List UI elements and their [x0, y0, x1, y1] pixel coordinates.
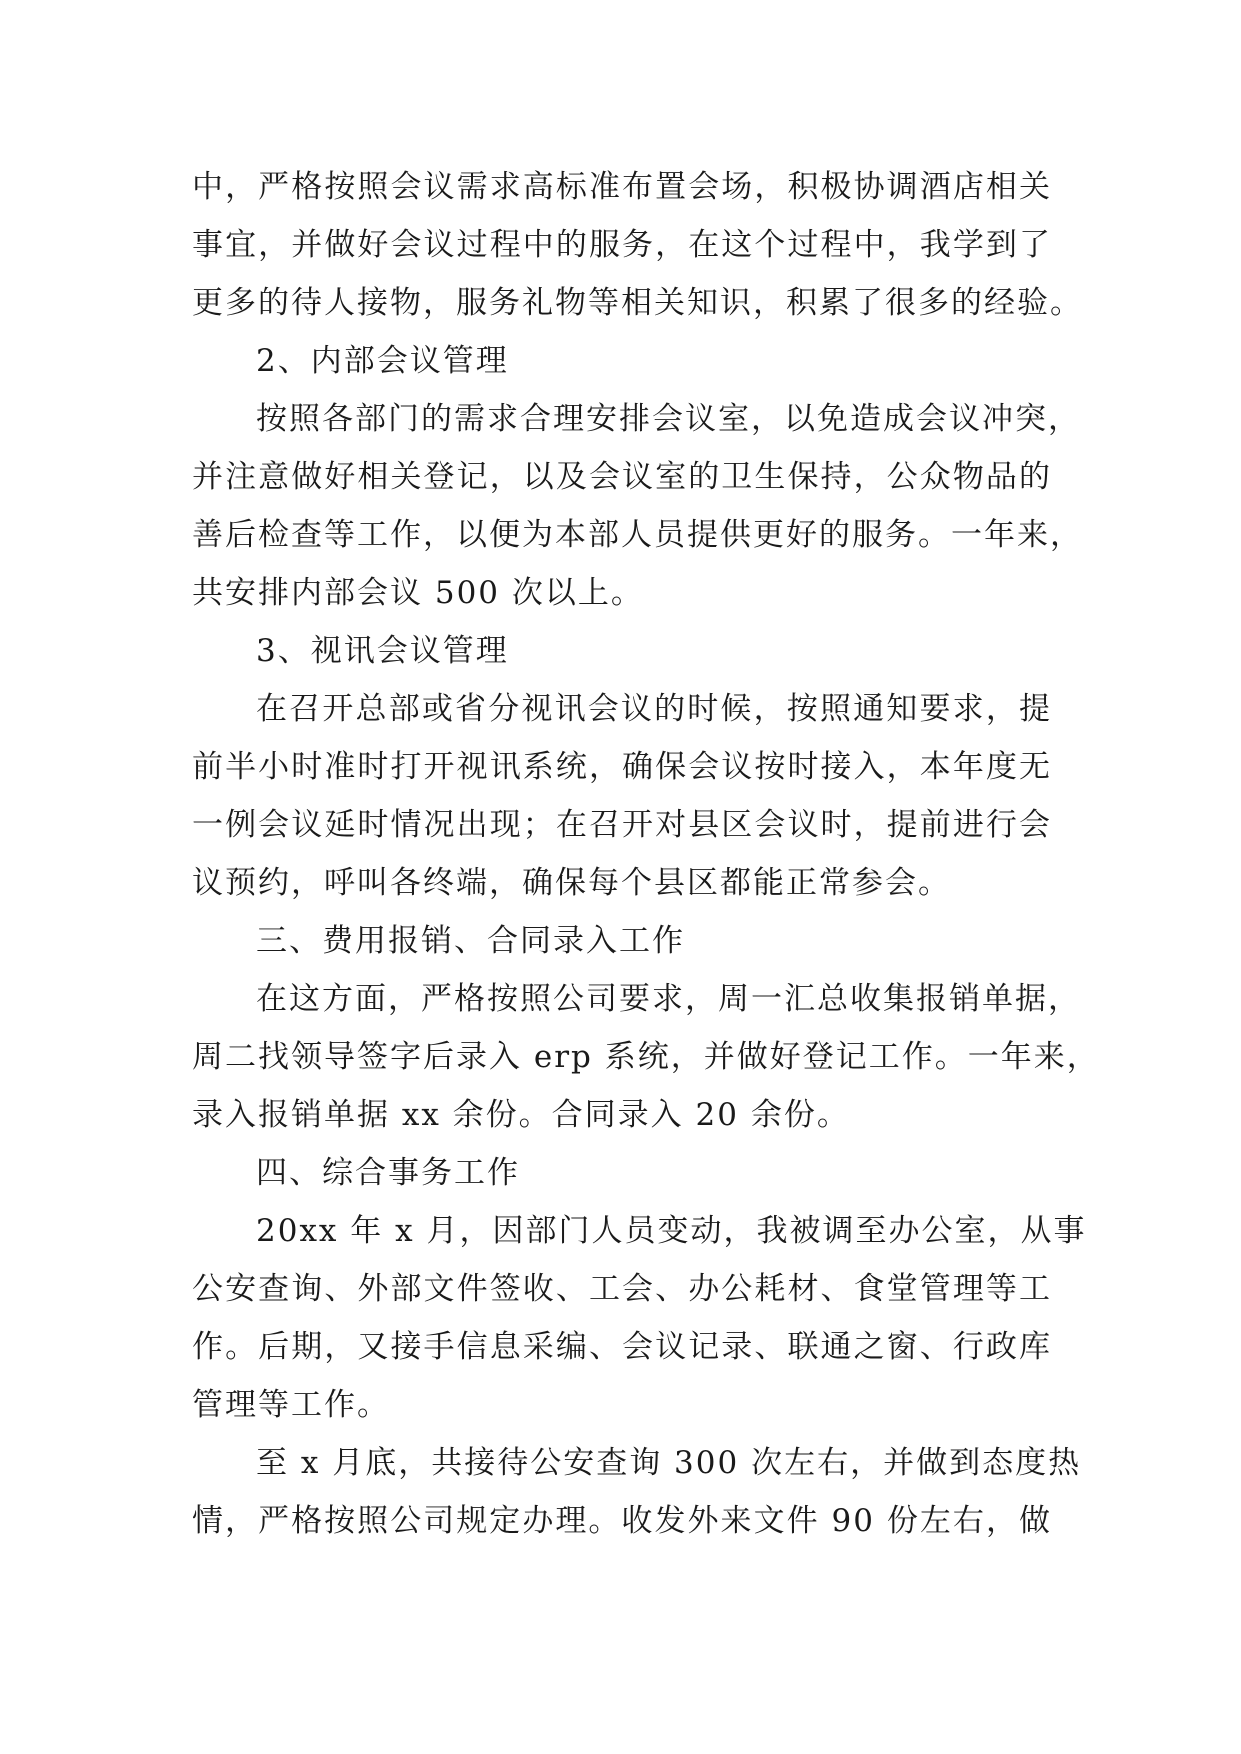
- paragraph-line: 在这方面，严格按照公司要求，周一汇总收集报销单据，: [256, 981, 1081, 1017]
- paragraph-line: 情，严格按照公司规定办理。收发外来文件 90 份左右，做: [192, 1503, 1052, 1539]
- paragraph-line: 作。后期，又接手信息采编、会议记录、联通之窗、行政库: [192, 1329, 1052, 1365]
- section-heading: 四、综合事务工作: [256, 1155, 520, 1191]
- section-heading: 三、费用报销、合同录入工作: [256, 923, 685, 959]
- paragraph-line: 议预约，呼叫各终端，确保每个县区都能正常参会。: [192, 865, 951, 901]
- paragraph-line: 一例会议延时情况出现；在召开对县区会议时，提前进行会: [192, 807, 1052, 843]
- paragraph-line: 至 x 月底，共接待公安查询 300 次左右，并做到态度热: [256, 1445, 1082, 1481]
- paragraph-line: 并注意做好相关登记，以及会议室的卫生保持，公众物品的: [192, 459, 1052, 495]
- paragraph-line: 按照各部门的需求合理安排会议室，以免造成会议冲突，: [256, 401, 1081, 437]
- paragraph-line: 公安查询、外部文件签收、工会、办公耗材、食堂管理等工: [192, 1271, 1052, 1307]
- document-page: [192, 158, 1100, 1550]
- paragraph-line: 事宜，并做好会议过程中的服务，在这个过程中，我学到了: [192, 227, 1052, 263]
- paragraph-line: 前半小时准时打开视讯系统，确保会议按时接入，本年度无: [192, 749, 1052, 785]
- paragraph-line: 善后检查等工作，以便为本部人员提供更好的服务。一年来，: [192, 517, 1083, 553]
- paragraph-line: 中，严格按照会议需求高标准布置会场，积极协调酒店相关: [192, 169, 1052, 205]
- paragraph-line: 20xx 年 x 月，因部门人员变动，我被调至办公室，从事: [256, 1213, 1087, 1249]
- section-heading: 2、内部会议管理: [256, 343, 509, 379]
- section-heading: 3、视讯会议管理: [256, 633, 509, 669]
- paragraph-line: 共安排内部会议 500 次以上。: [192, 575, 644, 611]
- paragraph-line: 周二找领导签字后录入 erp 系统，并做好登记工作。一年来，: [192, 1039, 1100, 1075]
- paragraph-line: 在召开总部或省分视讯会议的时候，按照通知要求，提: [256, 691, 1052, 727]
- paragraph-line: 管理等工作。: [192, 1387, 390, 1423]
- paragraph-line: 录入报销单据 xx 余份。合同录入 20 余份。: [192, 1097, 850, 1133]
- paragraph-line: 更多的待人接物，服务礼物等相关知识，积累了很多的经验。: [192, 285, 1083, 321]
